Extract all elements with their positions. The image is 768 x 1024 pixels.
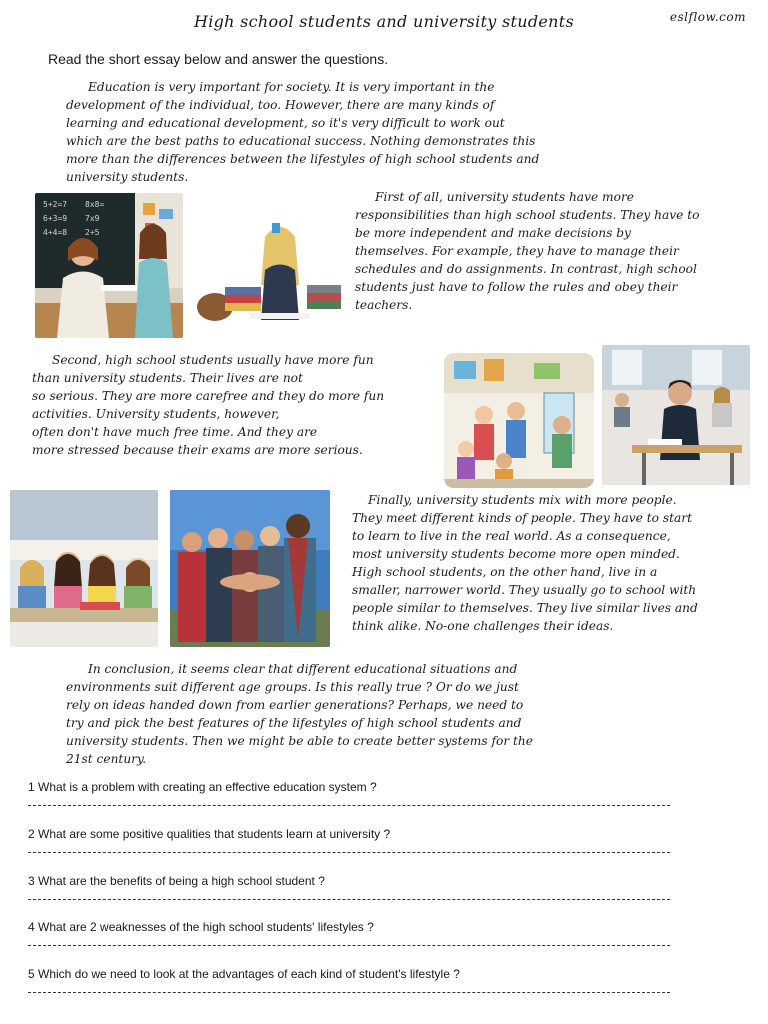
essay-line: university students. — [66, 170, 189, 184]
site-watermark: eslflow.com — [669, 10, 746, 24]
exam-room-photo — [602, 345, 750, 485]
essay-line: teachers. — [355, 298, 413, 312]
girl-studying-photo — [195, 215, 345, 325]
essay-line: High school students, on the other hand, live in a — [352, 565, 658, 579]
essay-paragraph-people — [352, 491, 698, 635]
question-1: 1 What is a problem with creating an effective education system ? — [28, 780, 377, 794]
answer-line-3[interactable] — [28, 899, 670, 900]
essay-line: people similar to themselves. They live similar lives and — [352, 601, 698, 615]
essay-line: First of all, university students have more — [375, 190, 634, 204]
essay-line: try and pick the best features of the lifestyles of high school students and — [66, 716, 522, 730]
essay-line: than university students. Their lives are not — [32, 371, 303, 385]
instruction-text: Read the short essay below and answer the questions. — [48, 51, 389, 67]
essay-line: themselves. For example, they have to manage their — [355, 244, 679, 258]
essay-line: students just have to follow the rules and obey their — [355, 280, 678, 294]
answer-line-5[interactable] — [28, 992, 670, 993]
essay-line: more than the differences between the lifestyles of high school students and — [66, 152, 540, 166]
essay-line: responsibilities than high school students. They have to — [355, 208, 700, 222]
essay-line: smaller, narrower world. They usually go to school with — [352, 583, 697, 597]
teacher-student-photo — [35, 193, 183, 338]
essay-paragraph-conclusion — [66, 660, 533, 768]
worksheet-title: High school students and university students — [193, 12, 575, 31]
essay-line: activities. University students, however, — [32, 407, 280, 421]
essay-line: which are the best paths to educational success. Nothing demonstrates this — [66, 134, 536, 148]
svg-text:2+5: 2+5 — [85, 228, 100, 237]
essay-paragraph-fun — [32, 351, 384, 459]
svg-text:7x9: 7x9 — [85, 214, 100, 223]
group-hands-photo — [170, 490, 330, 647]
essay-line: 21st century. — [66, 752, 147, 766]
answer-line-4[interactable] — [28, 945, 670, 946]
svg-text:4+4=8: 4+4=8 — [43, 228, 68, 237]
essay-line: to learn to live in the real world. As a consequence, — [352, 529, 671, 543]
svg-text:5+2=7: 5+2=7 — [43, 200, 68, 209]
svg-text:6+3=9: 6+3=9 — [43, 214, 68, 223]
essay-line: think alike. No-one challenges their ideas. — [352, 619, 614, 633]
essay-line: Education is very important for society. It is very important in the — [88, 80, 495, 94]
essay-line: rely on ideas handed down from earlier generations? Perhaps, we need to — [66, 698, 524, 712]
essay-line: university students. Then we might be able to create better systems for the — [66, 734, 533, 748]
essay-line: more stressed because their exams are more serious. — [32, 443, 363, 457]
essay-line: most university students become more open minded. — [352, 547, 680, 561]
question-2: 2 What are some positive qualities that students learn at university ? — [28, 827, 391, 841]
essay-paragraph-responsibilities — [355, 188, 700, 314]
essay-line: Finally, university students mix with more people. — [368, 493, 677, 507]
essay-line: be more independent and make decisions by — [355, 226, 631, 240]
essay-line: development of the individual, too. However, there are many kinds of — [66, 98, 495, 112]
cartoon-school-illustration — [444, 353, 594, 488]
essay-line: In conclusion, it seems clear that different educational situations and — [88, 662, 518, 676]
essay-line: Second, high school students usually have more fun — [52, 353, 374, 367]
essay-line: learning and educational development, so it's very difficult to work out — [66, 116, 505, 130]
question-4: 4 What are 2 weaknesses of the high school students' lifestyles ? — [28, 920, 374, 934]
question-3: 3 What are the benefits of being a high school student ? — [28, 874, 325, 888]
smiling-students-photo — [10, 490, 158, 647]
svg-text:8x8=: 8x8= — [85, 200, 105, 209]
question-5: 5 Which do we need to look at the advantages of each kind of student's lifestyle ? — [28, 967, 460, 981]
essay-line: They meet different kinds of people. They have to start — [352, 511, 692, 525]
essay-line: schedules and do assignments. In contrast, high school — [355, 262, 697, 276]
answer-line-1[interactable] — [28, 805, 670, 806]
essay-line: often don't have much free time. And they are — [32, 425, 318, 439]
essay-line: environments suit different age groups. Is this really true ? Or do we just — [66, 680, 519, 694]
essay-line: so serious. They are more carefree and they do more fun — [32, 389, 385, 403]
answer-line-2[interactable] — [28, 852, 670, 853]
essay-paragraph-intro — [66, 78, 539, 186]
